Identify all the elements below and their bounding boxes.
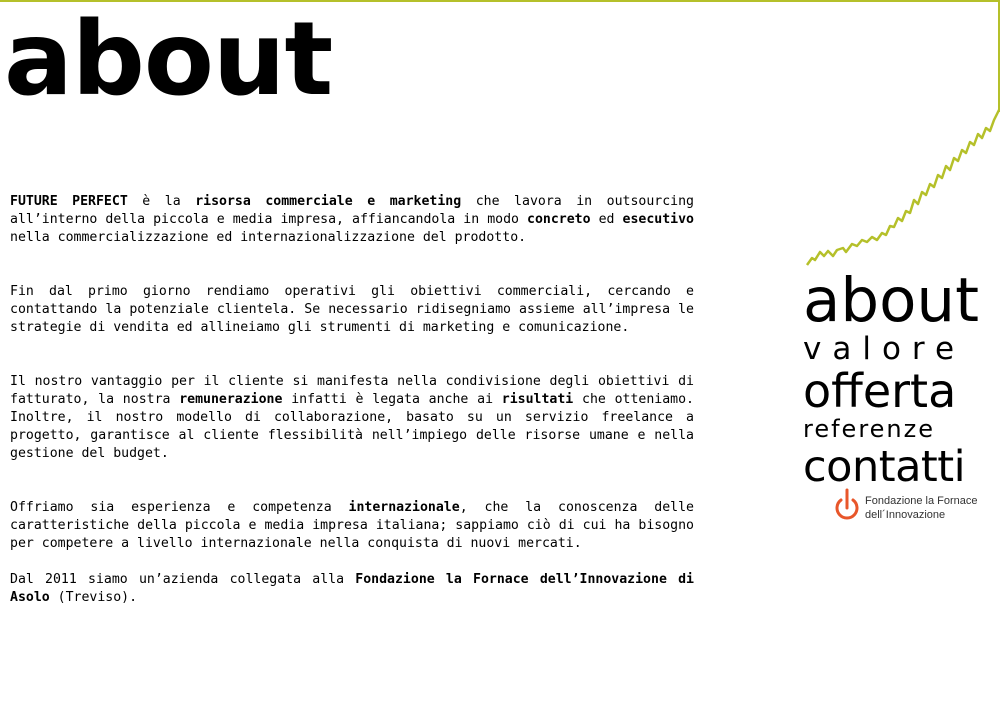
paragraph-advantage: Il nostro vantaggio per il cliente si manifesta nella condivisione degli obiettivi di fatturato, la nostra remunerazione infatti è legata anche ai risultati che otteniamo. Inoltre, il nostro modello di collaborazione, basato su un servizio freelance a progetto, garantisce al cliente flessibilità nell’impiego delle risorse umane e nella gestione del budget.	[10, 374, 694, 461]
paragraph-intro: FUTURE PERFECT è la risorsa commerciale e marketing che lavora in outsourcing all’interno della piccola e media impresa, affiancandola in modo concreto ed esecutivo nella commercializzazione ed internazionalizzazione del prodotto.	[10, 194, 694, 245]
sponsor-name-line1: Fondazione la Fornace	[865, 495, 978, 507]
power-icon	[833, 488, 861, 522]
nav-link-valore[interactable]: valore	[803, 331, 966, 367]
paragraph-foundation: Dal 2011 siamo un’azienda collegata alla Fondazione la Fornace dell’Innovazione di Asolo (Treviso).	[10, 572, 694, 605]
sponsor-name	[865, 494, 978, 522]
paragraph-international: Offriamo sia esperienza e competenza internazionale, che la conoscenza delle caratteristiche della piccola e media impresa italiana; sappiamo ciò di cui ha bisogno per competere a livello internazionale nella conquista di nuovi mercati.	[10, 500, 694, 551]
nav-link-contatti[interactable]: contatti	[803, 442, 966, 492]
nav-link-about[interactable]: about	[803, 265, 980, 336]
about-content	[10, 193, 694, 643]
paragraph-operations: Fin dal primo giorno rendiamo operativi gli obiettivi commerciali, cercando e contattando la potenziale clientela. Se necessario ridisegniamo assieme all’impresa le strategie di vendita ed allineiamo gli strumenti di marketing e comunicazione.	[10, 284, 694, 335]
main-nav	[803, 265, 1000, 492]
nav-link-offerta[interactable]: offerta	[803, 364, 957, 418]
sponsor-name-line2: dell´Innovazione	[865, 509, 946, 521]
nav-link-referenze[interactable]: referenze	[803, 415, 935, 443]
sponsor-logo[interactable]	[833, 488, 1000, 528]
page-title: about	[4, 0, 333, 119]
growth-line-graphic	[800, 100, 1000, 270]
